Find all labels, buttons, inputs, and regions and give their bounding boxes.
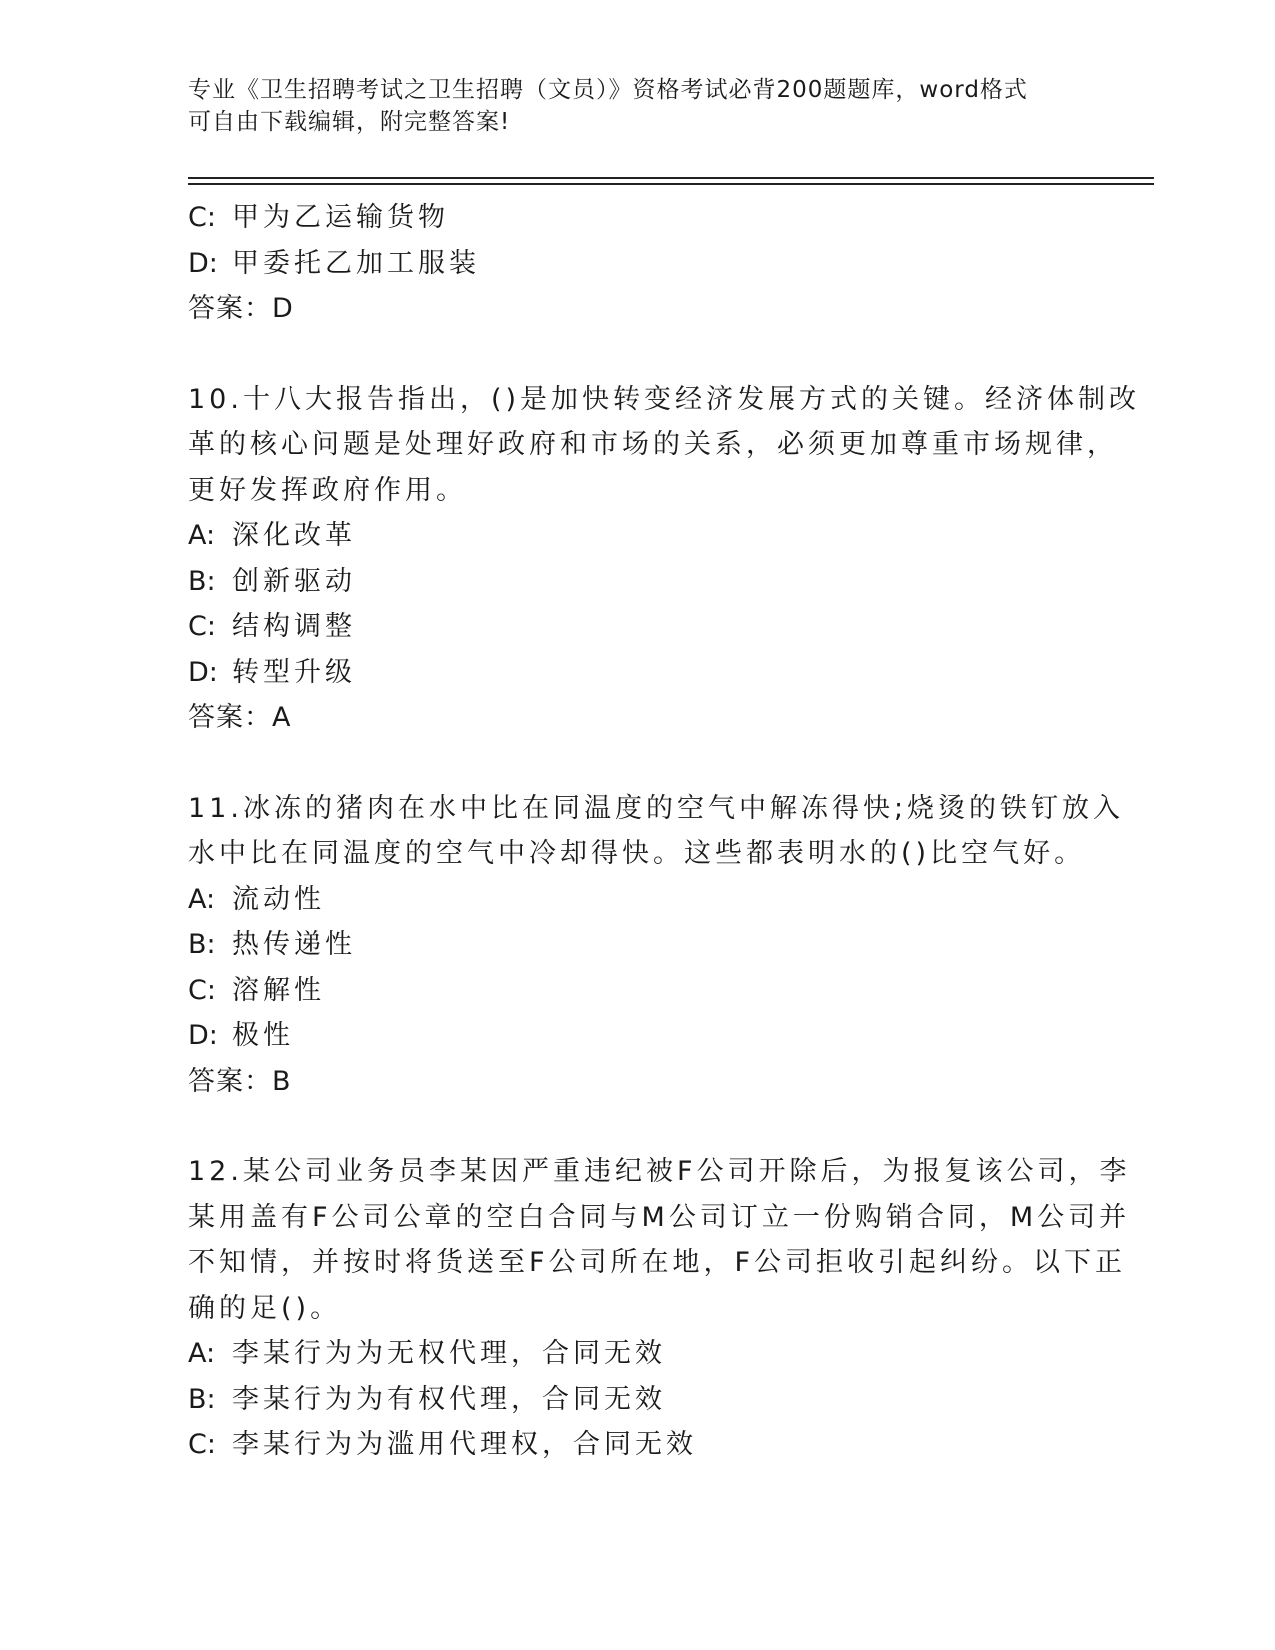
option-a — [188, 877, 1088, 923]
question-11 — [188, 786, 1125, 1105]
option-d — [188, 650, 1088, 696]
option-text: 甲委托乙加工服装 — [232, 247, 480, 279]
option-text: 热传递性 — [232, 929, 356, 960]
header-title-line-1: 专业《卫生招聘考试之卫生招聘（文员）》资格考试必背200题题库，word格式 — [188, 77, 1028, 103]
option-text: 李某行为为无权代理，合同无效 — [232, 1338, 666, 1369]
option-text: 溶解性 — [232, 974, 325, 1006]
document-body — [188, 195, 1141, 1468]
answer-line: 答案：D — [188, 293, 294, 324]
option-label: A: — [188, 1338, 216, 1369]
option-a — [188, 1331, 1088, 1377]
question-text-line: 11.冰冻的猪肉在水中比在同温度的空气中解冻得快;烧烫的铁钉放入 — [188, 792, 1125, 824]
option-label: C: — [188, 611, 216, 642]
option-text: 李某行为为有权代理，合同无效 — [232, 1383, 666, 1415]
question-text-line: 10.十八大报告指出，()是加快转变经济发展方式的关键。经济体制改 — [188, 383, 1141, 415]
option-label: B: — [188, 929, 216, 960]
option-label: C: — [188, 974, 216, 1006]
option-d — [188, 1013, 1088, 1059]
question-text-line: 水中比在同温度的空气中冷却得快。这些都表明水的()比空气好。 — [188, 838, 1086, 869]
question-10 — [188, 377, 1141, 741]
option-text: 流动性 — [232, 883, 325, 915]
option-text: 甲为乙运输货物 — [232, 202, 449, 233]
header-title-line-2: 可自由下载编辑，附完整答案! — [188, 109, 511, 135]
answer-line: 答案：B — [188, 1065, 292, 1097]
option-text: 深化改革 — [232, 520, 356, 551]
option-c — [188, 1422, 1088, 1468]
option-label: D: — [188, 1020, 218, 1051]
option-label: B: — [188, 565, 216, 597]
option-label: A: — [188, 883, 216, 915]
option-label: C: — [188, 202, 216, 233]
header-rule-bottom — [188, 183, 1154, 185]
answer-line: 答案：A — [188, 702, 292, 733]
spacer — [188, 332, 1088, 377]
question-text-line: 革的核心问题是处理好政府和市场的关系，必须更加尊重市场规律， — [188, 429, 1118, 460]
header-rule-top — [188, 177, 1154, 179]
spacer — [188, 741, 1088, 786]
option-d — [188, 241, 1088, 287]
question-text-line: 某用盖有F公司公章的空白合同与M公司订立一份购销合同，M公司并 — [188, 1201, 1131, 1233]
question-text-line: 更好发挥政府作用。 — [188, 474, 467, 506]
option-label: D: — [188, 247, 218, 279]
option-label: D: — [188, 656, 218, 688]
option-text: 李某行为为滥用代理权，合同无效 — [232, 1429, 697, 1460]
option-b — [188, 1377, 1088, 1423]
option-c — [188, 968, 1088, 1014]
option-c — [188, 195, 1088, 241]
option-text: 极性 — [232, 1020, 294, 1051]
question-text-line: 确的足()。 — [188, 1292, 342, 1324]
option-label: B: — [188, 1383, 216, 1415]
option-text: 结构调整 — [232, 611, 356, 642]
option-label: A: — [188, 520, 216, 551]
option-a — [188, 513, 1088, 559]
question-9-continued — [188, 195, 1088, 332]
document-header — [188, 74, 1068, 138]
option-text: 创新驱动 — [232, 565, 356, 597]
question-text-line: 不知情，并按时将货送至F公司所在地，F公司拒收引起纠纷。以下正 — [188, 1247, 1127, 1278]
question-12 — [188, 1149, 1131, 1468]
question-text-line: 12.某公司业务员李某因严重违纪被F公司开除后，为报复该公司，李 — [188, 1156, 1131, 1187]
option-text: 转型升级 — [232, 656, 356, 688]
option-b — [188, 559, 1088, 605]
option-label: C: — [188, 1429, 216, 1460]
option-b — [188, 922, 1088, 968]
spacer — [188, 1104, 1088, 1149]
option-c — [188, 604, 1088, 650]
